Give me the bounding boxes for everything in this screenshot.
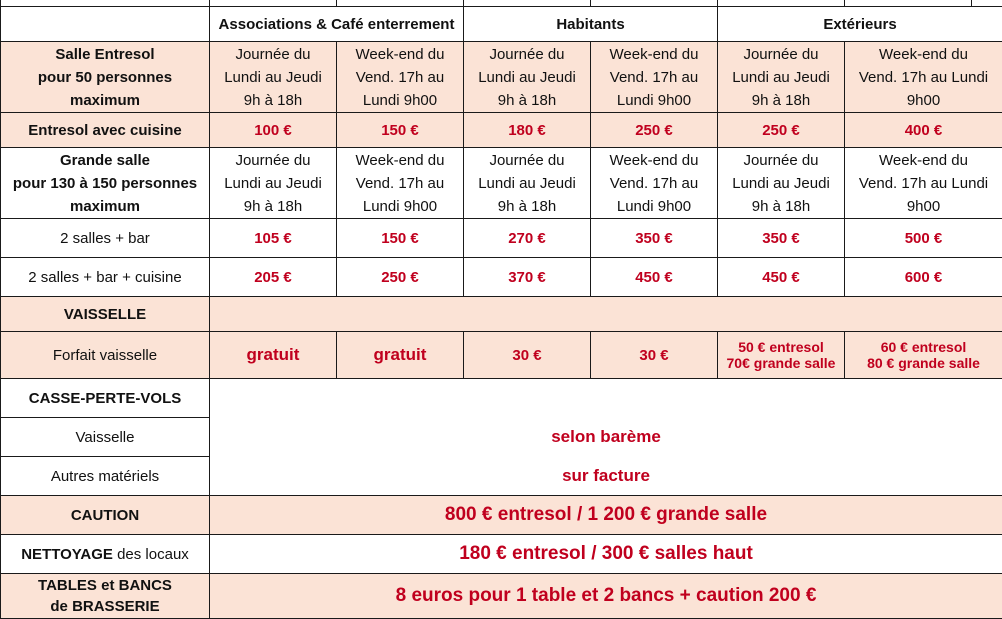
- nettoyage-value: 180 € entresol / 300 € salles haut: [210, 535, 1002, 574]
- price-cell: 270 €: [464, 219, 591, 258]
- period-weekday: Journée du Lundi au Jeudi 9h à 18h: [210, 42, 337, 113]
- entresol-cuisine-label: Entresol avec cuisine: [1, 113, 210, 148]
- header-exterieurs: Extérieurs: [718, 7, 1002, 42]
- price-cell: 250 €: [337, 258, 464, 297]
- period-weekday: Journée du Lundi au Jeudi 9h à 18h: [464, 42, 591, 113]
- casse-title: CASSE-PERTE-VOLS: [1, 379, 210, 418]
- forfait-value: 30 €: [591, 332, 718, 379]
- casse-autres-value: sur facture: [210, 457, 1002, 496]
- forfait-vaisselle-label: Forfait vaisselle: [1, 332, 210, 379]
- tables-row: [1, 574, 1002, 619]
- period-weekend: Week-end du Vend. 17h au Lundi 9h00: [591, 42, 718, 113]
- price-cell: 105 €: [210, 219, 337, 258]
- period-weekday: Journée du Lundi au Jeudi 9h à 18h: [464, 148, 591, 219]
- tables-label: TABLES et BANCS de BRASSERIE: [1, 574, 210, 619]
- deux-salles-bar-cuisine-row: [1, 258, 1002, 297]
- header-row: [1, 7, 1002, 42]
- forfait-ext-weekday: 50 € entresol 70€ grande salle: [718, 332, 845, 379]
- period-weekday: Journée du Lundi au Jeudi 9h à 18h: [718, 148, 845, 219]
- price-cell: 250 €: [591, 113, 718, 148]
- price-cell: 400 €: [845, 113, 1002, 148]
- casse-vaisselle-row: [1, 418, 1002, 457]
- header-associations: Associations & Café enterrement: [210, 7, 464, 42]
- forfait-value: gratuit: [210, 332, 337, 379]
- deux-salles-bar-row: [1, 219, 1002, 258]
- period-weekday: Journée du Lundi au Jeudi 9h à 18h: [718, 42, 845, 113]
- forfait-value: 30 €: [464, 332, 591, 379]
- price-cell: 600 €: [845, 258, 1002, 297]
- price-cell: 150 €: [337, 113, 464, 148]
- price-cell: 100 €: [210, 113, 337, 148]
- casse-vaisselle-label: Vaisselle: [1, 418, 210, 457]
- caution-label: CAUTION: [1, 496, 210, 535]
- price-cell: 500 €: [845, 219, 1002, 258]
- entresol-cuisine-row: [1, 113, 1002, 148]
- casse-empty: [210, 379, 1002, 418]
- header-habitants: Habitants: [464, 7, 718, 42]
- price-cell: 180 €: [464, 113, 591, 148]
- casse-vaisselle-value: selon barème: [210, 418, 1002, 457]
- forfait-ext-weekend: 60 € entresol 80 € grande salle: [845, 332, 1002, 379]
- period-weekend: Week-end du Vend. 17h au Lundi 9h00: [591, 148, 718, 219]
- period-weekend: Week-end du Vend. 17h au Lundi 9h00: [337, 42, 464, 113]
- forfait-vaisselle-row: [1, 332, 1002, 379]
- nettoyage-label: NETTOYAGE des locaux: [1, 535, 210, 574]
- nettoyage-row: [1, 535, 1002, 574]
- grande-salle-row: [1, 148, 1002, 219]
- period-weekend-ext: Week-end du Vend. 17h au Lundi 9h00: [845, 148, 1002, 219]
- period-weekend-ext: Week-end du Vend. 17h au Lundi 9h00: [845, 42, 1002, 113]
- tables-value: 8 euros pour 1 table et 2 bancs + caution 200 €: [210, 574, 1002, 619]
- caution-value: 800 € entresol / 1 200 € grande salle: [210, 496, 1002, 535]
- casse-header-row: [1, 379, 1002, 418]
- price-cell: 370 €: [464, 258, 591, 297]
- vaisselle-empty: [210, 297, 1002, 332]
- period-weekend: Week-end du Vend. 17h au Lundi 9h00: [337, 148, 464, 219]
- casse-autres-label: Autres matériels: [1, 457, 210, 496]
- price-cell: 450 €: [718, 258, 845, 297]
- price-cell: 205 €: [210, 258, 337, 297]
- deux-salles-bar-label: 2 salles + bar: [1, 219, 210, 258]
- forfait-value: gratuit: [337, 332, 464, 379]
- vaisselle-header-row: [1, 297, 1002, 332]
- caution-row: [1, 496, 1002, 535]
- header-empty: [1, 7, 210, 42]
- price-cell: 450 €: [591, 258, 718, 297]
- price-cell: 350 €: [718, 219, 845, 258]
- vaisselle-title: VAISSELLE: [1, 297, 210, 332]
- entresol-row: [1, 42, 1002, 113]
- deux-salles-bar-cuisine-label: 2 salles + bar + cuisine: [1, 258, 210, 297]
- price-cell: 150 €: [337, 219, 464, 258]
- entresol-label: Salle Entresol pour 50 personnes maximum: [1, 42, 210, 113]
- price-cell: 350 €: [591, 219, 718, 258]
- price-cell: 250 €: [718, 113, 845, 148]
- period-weekday: Journée du Lundi au Jeudi 9h à 18h: [210, 148, 337, 219]
- casse-autres-row: [1, 457, 1002, 496]
- grande-salle-label: Grande salle pour 130 à 150 personnes maximum: [1, 148, 210, 219]
